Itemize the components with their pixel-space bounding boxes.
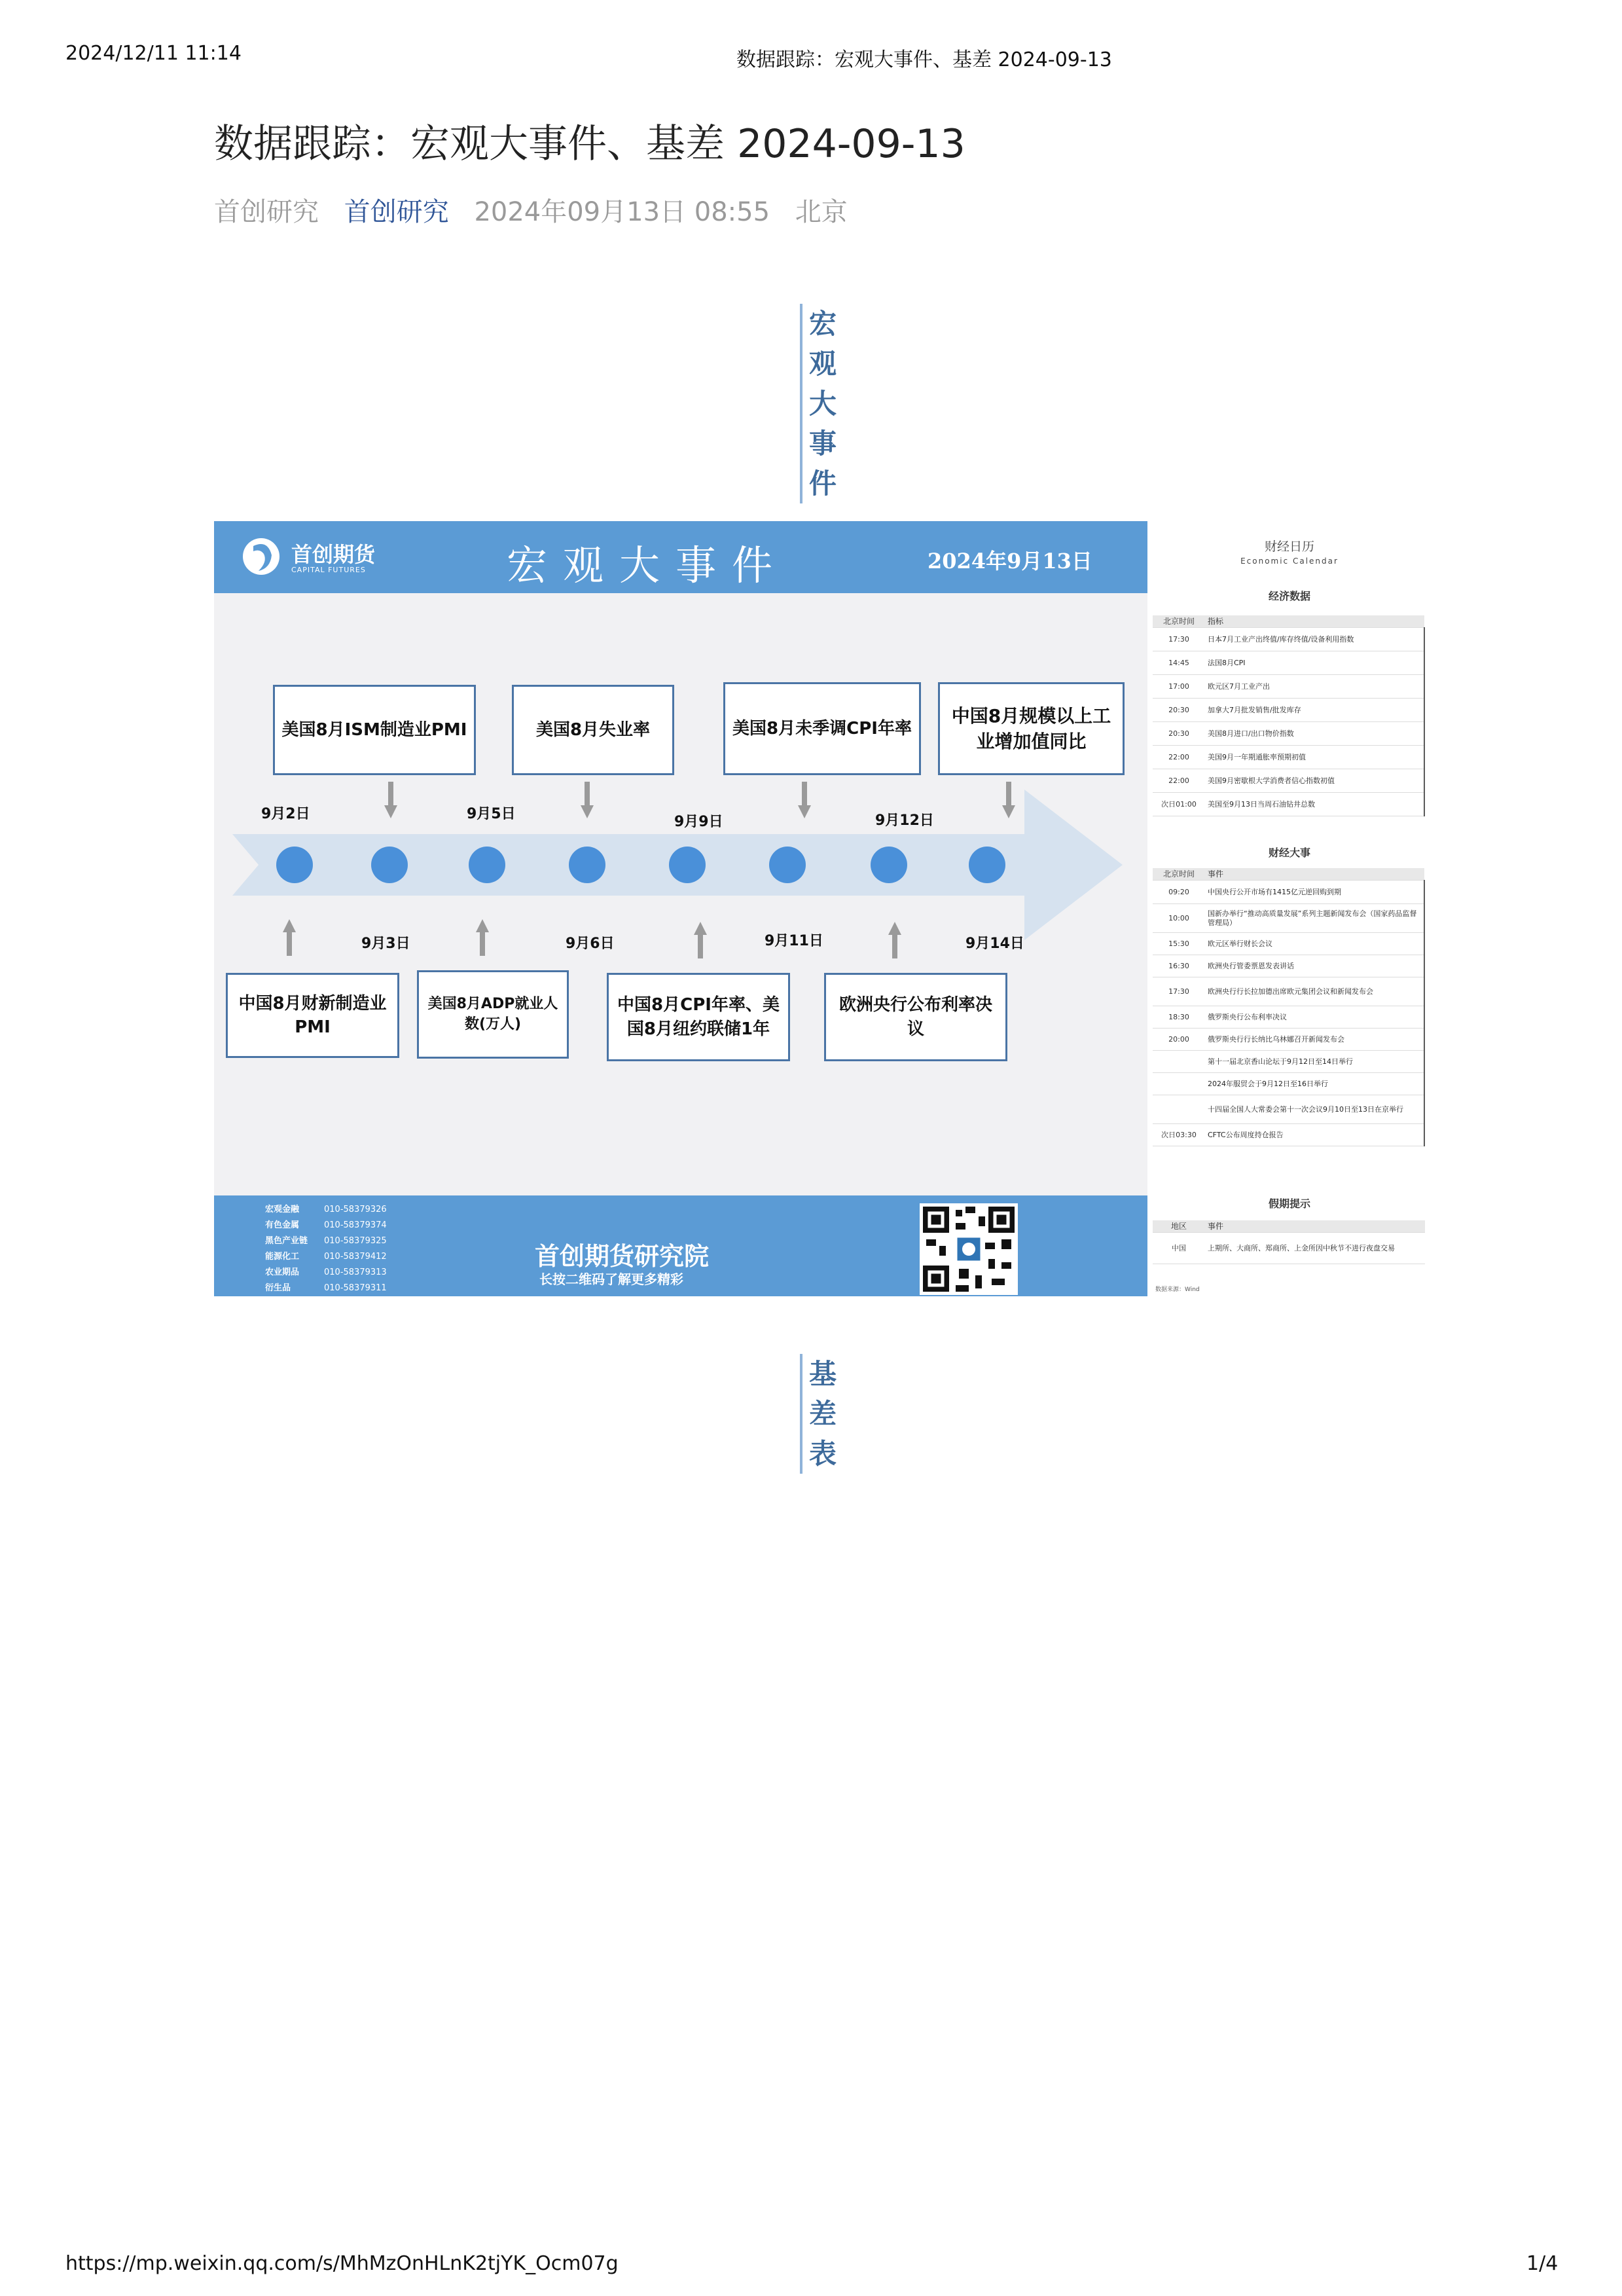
- row-time: 17:00: [1153, 675, 1205, 699]
- contact-dept: 黑色产业链: [265, 1236, 308, 1246]
- banner-header: [214, 521, 1147, 593]
- source-note: 数据来源：Wind: [1155, 1286, 1200, 1293]
- contact-phone: 010-58379412: [324, 1252, 387, 1262]
- row-item: CFTC公布周度持仓报告: [1205, 1124, 1424, 1146]
- event-box-top: 美国8月未季调CPI年率: [723, 682, 921, 775]
- holiday-section-title: 假期提示: [1268, 1197, 1310, 1210]
- contact-dept: 能源化工: [265, 1252, 300, 1262]
- calendar-title: 财经日历: [1264, 539, 1314, 554]
- row-item: 美国8月进口/出口物价指数: [1205, 722, 1424, 746]
- row-time: 09:20: [1153, 881, 1205, 904]
- row-time: 22:00: [1153, 769, 1205, 793]
- row-item: 欧元区举行财长会议: [1205, 933, 1424, 955]
- date-label: 9月6日: [566, 936, 615, 952]
- date-label: 9月11日: [765, 933, 823, 949]
- qr-code-icon[interactable]: [920, 1203, 1018, 1295]
- event-box-bottom: 美国8月ADP就业人数(万人): [417, 970, 569, 1059]
- contact-phone: 010-58379313: [324, 1267, 387, 1277]
- row-item: 美国至9月13日当周石油钻井总数: [1205, 793, 1424, 816]
- date-label: 9月14日: [965, 936, 1024, 952]
- date-label: 9月3日: [361, 936, 410, 952]
- contact-dept: 衍生品: [265, 1283, 291, 1293]
- date-label: 9月5日: [467, 806, 516, 822]
- holiday-table: [1153, 1220, 1425, 1264]
- row-time: 15:30: [1153, 933, 1205, 955]
- contact-dept: 有色金属: [265, 1220, 300, 1230]
- arrow-down-icon: [1002, 782, 1015, 818]
- article-byline: [214, 191, 865, 228]
- table-header: 北京时间: [1153, 868, 1205, 881]
- event-box-top: 美国8月失业率: [512, 685, 674, 775]
- row-time: 次日01:00: [1153, 793, 1205, 816]
- section-char: 表: [809, 1438, 837, 1470]
- table-header: 地区: [1153, 1220, 1205, 1233]
- economic-calendar: [1147, 521, 1432, 1296]
- calendar-subtitle: Economic Calendar: [1240, 556, 1339, 566]
- arrow-up-icon: [476, 919, 489, 956]
- row-time: 20:00: [1153, 1029, 1205, 1051]
- row-time: 20:30: [1153, 699, 1205, 722]
- section-label-basis: [800, 1354, 835, 1474]
- timeline-panel: [214, 521, 1147, 1296]
- publish-location: 北京: [795, 197, 848, 227]
- row-item: 加拿大7月批发销售/批发库存: [1205, 699, 1424, 722]
- section-char: 观: [809, 348, 837, 380]
- timeline-dot: [569, 847, 605, 883]
- logo-subtitle: CAPITAL FUTURES: [291, 566, 366, 574]
- page-number: 1/4: [1526, 2252, 1559, 2275]
- row-time: 17:30: [1153, 628, 1205, 651]
- row-item: 欧洲央行管委票恩发表讲话: [1205, 955, 1424, 977]
- row-item: 上期所、大商所、郑商所、上金所因中秋节不进行夜盘交易: [1205, 1233, 1425, 1264]
- banner-footer: [214, 1195, 1147, 1296]
- arrow-down-icon: [581, 782, 594, 818]
- section-char: 基: [809, 1358, 837, 1390]
- row-time: [1153, 1073, 1205, 1095]
- contact-phone: 010-58379311: [324, 1283, 387, 1293]
- row-item: 俄罗斯央行行长纳比乌林娜召开新闻发布会: [1205, 1029, 1424, 1051]
- publish-datetime: 2024年09月13日 08:55: [474, 197, 770, 227]
- section-char: 大: [809, 388, 837, 420]
- company-logo-icon: [242, 533, 281, 580]
- row-region: 中国: [1153, 1233, 1205, 1264]
- row-time: 10:00: [1153, 904, 1205, 933]
- contact-dept: 农业期品: [265, 1267, 300, 1277]
- row-time: [1153, 1051, 1205, 1073]
- row-item: 日本7月工业产出终值/库存终值/设备利用指数: [1205, 628, 1424, 651]
- row-item: 国新办举行“推动高质量发展”系列主题新闻发布会（国家药品监督管理局）: [1205, 904, 1424, 933]
- table-header: 事件: [1205, 868, 1424, 881]
- contact-phone: 010-58379374: [324, 1220, 387, 1230]
- row-time: 22:00: [1153, 746, 1205, 769]
- article-title: 数据跟踪：宏观大事件、基差 2024-09-13: [214, 121, 965, 167]
- row-item: 第十一届北京香山论坛于9月12日至14日举行: [1205, 1051, 1424, 1073]
- print-page-title: 数据跟踪：宏观大事件、基差 2024-09-13: [736, 48, 1112, 71]
- timeline-dot: [969, 847, 1005, 883]
- arrow-up-icon: [694, 922, 707, 958]
- account-link[interactable]: 首创研究: [344, 197, 449, 227]
- timeline-dot: [276, 847, 313, 883]
- table-header: 指标: [1205, 615, 1424, 628]
- row-time: 16:30: [1153, 955, 1205, 977]
- event-box-bottom: 中国8月CPI年率、美国8月纽约联储1年: [607, 973, 790, 1061]
- row-time: 14:45: [1153, 651, 1205, 675]
- section-char: 宏: [809, 308, 837, 340]
- row-item: 俄罗斯央行公布利率决议: [1205, 1006, 1424, 1029]
- timeline-dot: [371, 847, 408, 883]
- institute-name: 首创期货研究院: [535, 1242, 710, 1271]
- timeline-dot: [769, 847, 806, 883]
- banner-title: 宏观大事件: [507, 541, 789, 589]
- event-box-bottom: 欧洲央行公布利率决议: [824, 973, 1007, 1061]
- timeline-dot: [469, 847, 505, 883]
- row-item: 美国9月一年期通胀率预期初值: [1205, 746, 1424, 769]
- contact-dept: 宏观金融: [265, 1205, 300, 1214]
- date-label: 9月2日: [261, 806, 310, 822]
- row-item: 2024年服贸会于9月12日至16日举行: [1205, 1073, 1424, 1095]
- arrow-up-icon: [283, 919, 296, 956]
- event-box-bottom: 中国8月财新制造业PMI: [226, 973, 399, 1058]
- print-datetime: 2024/12/11 11:14: [65, 42, 242, 65]
- contact-list: [265, 1202, 387, 1296]
- date-label: 9月12日: [875, 812, 934, 829]
- section-char: 件: [809, 467, 837, 500]
- econ-table: [1153, 615, 1425, 816]
- row-item: 中国央行公开市场有1415亿元逆回购到期: [1205, 881, 1424, 904]
- row-time: 次日03:30: [1153, 1124, 1205, 1146]
- arrow-down-icon: [798, 782, 811, 818]
- row-time: [1153, 1095, 1205, 1124]
- event-box-top: 美国8月ISM制造业PMI: [273, 685, 476, 775]
- econ-section-title: 经济数据: [1268, 590, 1310, 602]
- macro-events-banner[interactable]: [214, 521, 1432, 1296]
- timeline-dot: [669, 847, 706, 883]
- article-source: 首创研究: [214, 197, 319, 227]
- table-header: 北京时间: [1153, 615, 1205, 628]
- contact-phone: 010-58379325: [324, 1236, 387, 1246]
- row-item: 法国8月CPI: [1205, 651, 1424, 675]
- row-item: 十四届全国人大常委会第十一次会议9月10日至13日在京举行: [1205, 1095, 1424, 1124]
- page-url: https://mp.weixin.qq.com/s/MhMzOnHLnK2tjYK_Ocm07g: [65, 2252, 619, 2275]
- logo-name: 首创期货: [291, 542, 376, 567]
- contact-phone: 010-58379326: [324, 1205, 387, 1214]
- row-time: 20:30: [1153, 722, 1205, 746]
- finance-table: [1153, 868, 1425, 1146]
- row-item: 欧洲央行行长拉加德出席欧元集团会议和新闻发布会: [1205, 977, 1424, 1006]
- finance-section-title: 财经大事: [1268, 847, 1310, 859]
- row-time: 17:30: [1153, 977, 1205, 1006]
- row-item: 欧元区7月工业产出: [1205, 675, 1424, 699]
- row-item: 美国9月密歇根大学消费者信心指数初值: [1205, 769, 1424, 793]
- timeline-dot: [871, 847, 907, 883]
- section-label-macro: [800, 304, 835, 503]
- arrow-down-icon: [384, 782, 397, 818]
- event-box-top: 中国8月规模以上工业增加值同比: [938, 682, 1125, 775]
- table-header: 事件: [1205, 1220, 1425, 1233]
- banner-date: 2024年9月13日: [928, 549, 1092, 574]
- row-time: 18:30: [1153, 1006, 1205, 1029]
- date-label: 9月9日: [674, 814, 723, 830]
- section-char: 事: [809, 428, 837, 460]
- section-char: 差: [809, 1398, 837, 1430]
- arrow-up-icon: [888, 922, 901, 958]
- qr-hint: 长按二维码了解更多精彩: [539, 1271, 683, 1287]
